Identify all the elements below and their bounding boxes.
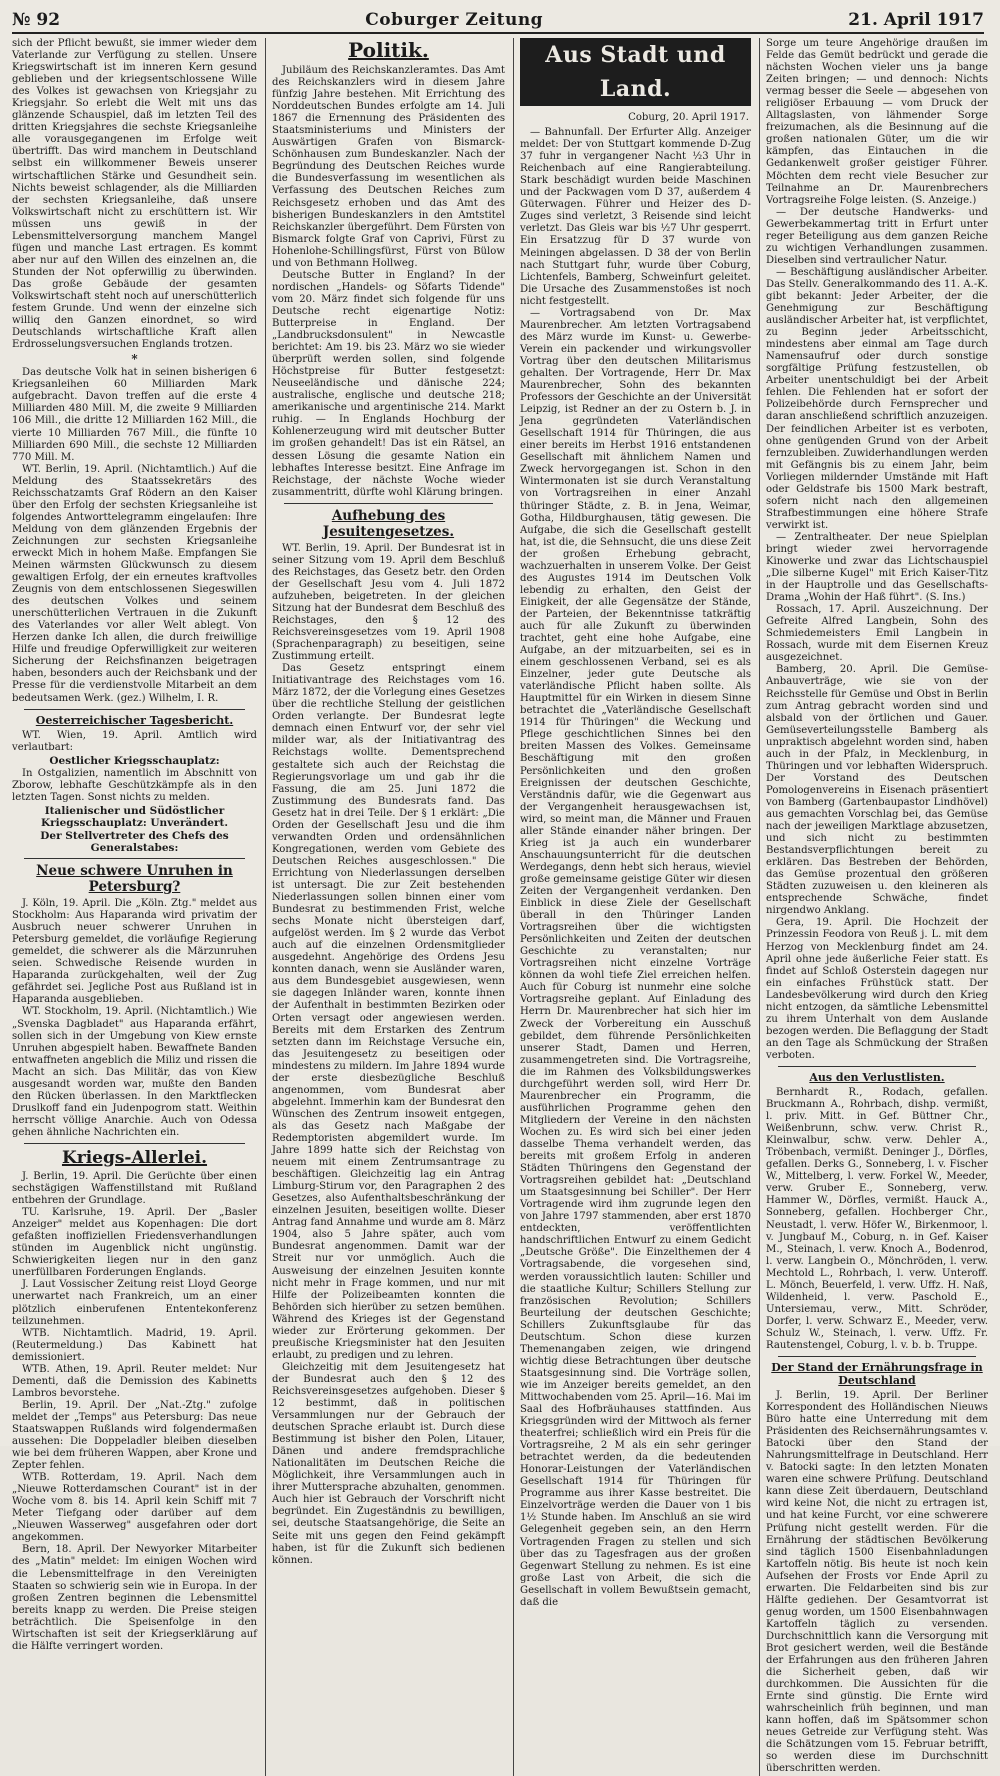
- divider: [24, 1143, 245, 1144]
- subheading-italy: Italienischer und Südöstlicher Kriegsschauplatz: Unverändert.: [40, 804, 229, 829]
- dateline: Coburg, 20. April 1917.: [628, 112, 749, 123]
- column-2: [265, 38, 505, 1776]
- article-paragraph: TU. Karlsruhe, 19. April. Der „Basler Anzeiger" meldet aus Kopenhagen: Die dort gefaßten inoffiziellen Friedensverhandlungen stünden im Augenblick nicht ungünstig. Schwierigkeiten liegen nur in den ganz unerfüllbaren Forderungen Englands.: [12, 1207, 257, 1279]
- masthead: [12, 8, 984, 34]
- article-paragraph: J. Köln, 19. April. Die „Köln. Ztg." meldet aus Stockholm: Aus Haparanda wird privatim der Ausbruch neuer schwerer Unruhen in Petersburg gemeldet, die vorläufige Regierung gemeldet, die schwerer als die Märzunruhen seien. Schwedische Reisende wurden in Haparanda zurückgehalten, weil der Zug gefährdet sei. Jegliche Post aus Rußland ist in Haparanda ausgeblieben.: [12, 898, 257, 1006]
- column-1: [12, 38, 257, 1776]
- article-paragraph: Gleichzeitig mit dem Jesuitengesetz hat der Bundesrat auch den § 12 des Reichsvereinsgesetzes aufgehoben. Dieser § 12 bestimmt, daß in politischen Versammlungen nur der Gebrauch der deutschen Sprache erlaubt ist. Durch diese Bestimmung ist bisher den Polen, Litauer, Dänen und andere fremdsprachliche Nationalitäten im Deutschen Reiche die Möglichkeit, ihre Versammlungen auch in ihrer Muttersprache abzuhalten, genommen. Auch hier ist Gebrauch der Vorschrift nicht begründet. Ein Zugeständnis zu bewilligen, sei, deutsche Staatsangehörige, die Seite an Seite mit uns gegen den Feind gekämpft haben, ist für die Zukunft sich bedienen können.: [272, 1361, 505, 1566]
- article-paragraph: — Beschäftigung ausländischer Arbeiter. Das Stellv. Generalkommando des 11. A.-K. gibt bekannt: Jeder Arbeiter, der die Genehmigung zur Beschäftigung ausländischer Arbeiter hat, ist verpflichtet, zu Beginn jeder Arbeitsschicht, mindestens aber einmal am Tage durch Namensaufruf oder durch sonstige sorgfältige Prüfung festzustellen, ob Arbeiter unentschuldigt bei der Arbeit fehlen. Die Fehlenden hat er sofort der Polizeibehörde durch Fernsprecher und daran anschließend schriftlich anzuzeigen. Der feindlichen Arbeiter ist es verboten, ohne genügenden Grund von der Arbeit fernzubleiben. Zuwiderhandlungen werden mit Gefängnis bis zu einem Jahr, beim Vorliegen mildernder Umstände mit Haft oder Geldstrafe bis 1500 Mark bestraft, sofern nicht nach den allgemeinen Strafbestimmungen eine höhere Strafe verwirkt ist.: [766, 266, 988, 531]
- article-paragraph: Bernhardt R., Rodach, gefallen. Bruckmann A., Rohrbach, dishp. vermißt, l. priv. Mitt. in Gef. Büttner Chr., Weißenbrunn, schw. verw. Christ R., Kleinwalbur, schw. verw. Dehler A., Tröbenbach, vermißt. Deninger J., Dörfles, gefallen. Derks G., Sonneberg, l. v. Fischer W., Mittelberg, l. verw. Forkel W., Meeder, verw. Gruber E., Sonneberg, verw. Hammer W., Dörfles, vermißt. Hauck A., Sonneberg, gefallen. Hochberger Chr., Neustadt, l. verw. Höfer W., Birkenmoor, l. v. Jungbauf M., Coburg, n. in Gef. Kaiser M., Steinach, l. verw. Knoch A., Bodenrod, l. verw. Langbein O., Mönchröden, l. verw. Mechtold L., Rohrbach, l. verw. Unteroff. L. Mönch, Beuerfeld, l. verw. Uffz. H. Naß, Wildenheid, l. verw. Paschold E., Untersiemau, verw., Mitt. Schröder, Dorfer, l. verw. Schwarz E., Meeder, verw. Schulz W., Steinach, l. verw. Uffz. Fr. Rautenstengel, Coburg, l. v. b. b. Truppe.: [766, 1086, 988, 1351]
- article-paragraph: — Vortragsabend von Dr. Max Maurenbrecher. Am letzten Vortragsabend des März wurde im Kunst- u. Gewerbe-Verein ein packender und wirkungsvoller Vortrag über den deutschen Militarismus gehalten. Der Vortragende, Herr Dr. Max Maurenbrecher, Sohn des bekannten Professors der Geschichte an der Universität Leipzig, ist Redner an der zu Ostern b. J. in Jena gegründeten Vaterländischen Gesellschaft 1914 für Thüringen, die aus einer bereits im Herbst 1916 entstandenen Gesellschaft mit ähnlichem Namen und Zweck hervorgegangen ist. Schon in den Wintermonaten ist sie durch Veranstaltung von Vortragsreihen in einer Anzahl thüringer Städte, z. B. in Jena, Weimar, Gotha, Hildburghausen, tätig gewesen. Die Aufgabe, die sich die Gesellschaft gestellt hat, ist die, die Sehnsucht, die uns diese Zeit der großen Erhebung gebracht, wachzuerhalten in unserem Volke. Der Geist des Augustes 1914 im Deutschen Volk lebendig zu erhalten, den Geist der Einigkeit, der alle Gegensätze der Stände, der Parteien, der Bekenntnisse tatkräftig auch für alle Zukunft zu überwinden trachtet, geht eine hohe Aufgabe, eine Aufgabe, an der mitzuarbeiten, sei es in einem geschlossenen Verband, sei es als Einzelner, jeder gute Deutsche als vaterländische Pflicht haben sollte. Als Hauptmittel für ein Wirken in diesem Sinne betrachtet die „Vaterländische Gesellschaft 1914 für Thüringen" die Weckung und Pflege geschichtlichen Sinnes bei den breiten Massen des Volkes. Gemeinsame Beschäftigung mit den großen Persönlichkeiten und den großen Ereignissen der deutschen Geschichte, Verständnis dafür, wie die Gegenwart aus der Vergangenheit herausgewachsen ist, wird, so meint man, die Männer und Frauen aller Stände einander näher bringen. Der Krieg ist ja auch ein wunderbarer Anschauungsunterricht für die deutschen Werdegangs, denn hebt sich heraus, wieviel große gemeinsame geistige Güter wir diesen Zeiten der Vergangenheit verdanken. Den Einblick in diese Ziele der Gesellschaft überall in den Thüringer Landen Vortragsreihen über die wichtigsten Persönlichkeiten und Zeiten der deutschen Geschichte zu veranstalten; nur Vortragsreihen nicht einzelne Vorträge können da wohl tiefe Ziel erreichen helfen. Auch für Coburg ist nunmehr eine solche Vortragsreihe geplant. Auf Einladung des Herrn Dr. Maurenbrecher hat sich hier im Zweck der Vorbereitung ein Ausschuß gebildet, dem führende Persönlichkeiten unserer Stadt, Damen und Herren, zusammengetreten sind. Die Vortragsreihe, die im Rahmen des Volksbildungswerkes durchgeführt werden soll, wird Herr Dr. Maurenbrecher ein Programm, die ausführlichen Programme gehen den Mitgliedern der Vereine in den nächsten Wochen zu. Es wird sich bei einer jeden dasselbe Thema verhandelt werden, das bereits mit großem Erfolg in anderen Städten Thüringens den Gegenstand der Vortragsreihen gebildet hat: „Deutschland um Staatsgesinnung bei Schiller". Der Herr Vortragende wird ihm zugrunde legen den von Jahre 1797 stammenden, aber erst 1870 entdeckten, veröffentlichten handschriftlichen Entwurf zu einem Gedicht „Deutsche Größe". Die Einzelthemen der 4 Vortragsabende, die vorgesehen sind, werden voraussichtlich lauten: Schiller und die staatliche Kultur; Schillers Stellung zur französischen Revolution; Schillers Beurteilung der deutschen Geschichte; Schillers Zukunftsglaube für das Deutschtum. Schon diese kurzen Themenangaben zeigen, wie dringend wichtig diese Betrachtungen über deutsche Staatsgesinnung sind. Die Vorträge sollen, wie im Anzeiger bereits gemeldet, an den Mittwochabenden vom 25. April—16. Mai im Saal des Hofbräuhauses stattfinden. Aus Kriegsgründen wird der Mittwoch als ferner theaterfrei; schließlich wird ein Preis für die Vortragsreihe, 2 M als ein sehr geringer betrachtet werden, da die bedeutenden Honorar-Leistungen der Vaterländischen Gesellschaft 1914 für Thüringen für Programme aus ihrer Kasse bestreitet. Die Einzelvorträge werden die Dauer von 1 bis 1½ Stunde haben. Im Anschluß an sie wird Gelegenheit gegeben sein, an den Herrn Vortragenden Fragen zu stellen und sich über das zu Tagesfragen aus der großen Gegenwart Stellung zu nehmen. Es ist eine große Last von Arbeit, die sich die Gesellschaft in vollem Bewußtsein gemacht, daß die: [520, 307, 751, 1608]
- article-paragraph: WT. Wien, 19. April. Amtlich wird verlautbart:: [12, 729, 257, 753]
- headline-politik: Politik.: [348, 38, 429, 62]
- divider: [778, 1066, 976, 1067]
- article-paragraph: WT. Berlin, 19. April. Der Bundesrat ist in seiner Sitzung vom 19. April dem Beschluß des Reichstages, das Gesetz betr. den Orden der Gesellschaft Jesu vom 4. Juli 1872 aufzuheben, beigetreten. In der gleichen Sitzung hat der Bundesrat dem Beschluß des Reichstages, den § 12 des Reichsvereinsgesetzes vom 19. April 1908 (Sprachenparagraph) zu beseitigen, seine Zustimmung erteilt.: [272, 542, 505, 663]
- article-paragraph: WTB. Rotterdam, 19. April. Nach dem „Nieuwe Rotterdamschen Courant" ist in der Woche vom 8. bis 14. April kein Schiff mit 7 Meter Tiefgang oder darüber auf dem „Nieuwen Wasserweg" ausgefahren oder dort angekommen.: [12, 1472, 257, 1544]
- article-paragraph: Bern, 18. April. Der Newyorker Mitarbeiter des „Matin" meldet: Im einigen Wochen wird die Lebensmittelfrage in den Vereinigten Staaten so schwierig sein wie in Europa. In der großen Zentren beginnen die Lebensmittel bereits knapp zu werden. Die Preise steigen beträchtlich. Die Speisenfolge in den Wirtschaften ist seit der Kriegserklärung auf die Hälfte verringert worden.: [12, 1544, 257, 1652]
- article-paragraph: Bamberg, 20. April. Die Gemüse-Anbauverträge, wie sie von der Reichsstelle für Gemüse und Obst in Berlin zum Antrag gebracht worden sind und alsbald von der örtlichen und Gauer. Gemüseverteilungsstelle Bamberg als unpraktisch abgelehnt worden sind, haben auch in der Pfalz, in Mecklenburg, in Thüringen und vor lebhaften Widerspruch. Der Vorstand des Deutschen Pomologenvereins in Eisenach präsentiert von Bamberg (Gartenbaupastor Lindhövel) aus gemachten Vorschlag bei, das Gemüse nach der jeweiligen Marktlage abzusetzen, und sich nicht zu bestimmten Bestandsverpflichtungen bereit zu erklären. Das Bestreben der Behörden, das Gemüse prozentual den größeren Städten zuzuweisen u. den kleineren als entsprechende Schwäche, findet nirgendwo Anklang.: [766, 664, 988, 917]
- article-paragraph: Berlin, 19. April. Der „Nat.-Ztg." zufolge meldet der „Temps" aus Petersburg: Das neue Staatswappen Rußlands wird folgendermaßen aussehen: Die Doppeladler bleiben dieselben wie bei dem früheren Wappen, aber Krone und Zepter fehlen.: [12, 1399, 257, 1472]
- divider: [24, 858, 245, 859]
- article-paragraph: — Der deutsche Handwerks- und Gewerbekammertag tritt in Erfurt unter reger Beteiligung aus dem ganzen Reiche zu wichtigen Verhandlungen zusammen. Dieselben sind vertraulicher Natur.: [766, 206, 988, 266]
- headline-jesuiten: Aufhebung des Jesuitengesetzes.: [322, 507, 455, 540]
- headline-austria: Oesterreichischer Tagesbericht.: [35, 713, 234, 727]
- article-paragraph: J. Berlin, 19. April. Die Gerüchte über einen sechstägigen Waffenstillstand mit Rußland entbehren der Grundlage.: [12, 1170, 257, 1207]
- subheading-deputy: Der Stellvertreter des Chefs des Generalstabes:: [40, 829, 229, 854]
- article-paragraph: Das deutsche Volk hat in seinen bisherigen 6 Kriegsanleihen 60 Milliarden Mark aufgebracht. Davon treffen auf die erste 4 Milliarden 480 Mill. M, die zweite 9 Milliarden 106 Mill., die dritte 12 Milliarden 162 Mill., die vierte 10 Milliarden 767 Mill., die fünfte 10 Milliarden 690 Mill., die sechste 12 Milliarden 770 Mill. M.: [12, 367, 257, 463]
- headline-ernaehrung: Der Stand der Ernährungsfrage in Deutschland: [771, 1361, 983, 1388]
- article-paragraph: Deutsche Butter in England? In der nordischen „Handels- og Söfarts Tidende" vom 20. März findet sich folgende für uns Deutsche recht eigenartige Notiz: Butterpreise in England. Der „Landbrucksdonsulent" in Newcastle berichtet: Am 19. bis 23. März wo sie wieder überprüft werden sollen, sind folgende Höchstpreise für Butter festgesetzt: Neuseeländische und dänische 224; australische, englische und deutsche 218; amerikanische und argentinische 214. Markt ruhig. — In Englands Hochburg der Kohlenerzeugung wird mit deutscher Butter im großen gehandelt! Das ist ein Rätsel, an dessen Lösung die gesamte Nation ein lebhaftes Interesse besitzt. Eine Anfrage im Reichstage, der nächste Woche wieder zusammentritt, dürfte wohl Klärung bringen.: [272, 269, 505, 498]
- columns: [12, 38, 988, 1775]
- divider: [24, 709, 245, 710]
- divider: [778, 1356, 976, 1357]
- article-paragraph: Das Gesetz entspringt einem Initiativantrage des Reichstages vom 16. März 1872, der die Vorlegung eines Gesetzes über die rechtliche Stellung der geistlichen Orden verlangte. Der Bundesrat legte demnach einen Entwurf vor, der sehr viel milder war, als der Initiativantrag des Reichstags wollte. Dementsprechend gestaltete sich auch der Reichstag die Regierungsvorlage um und gab ihr die Fassung, die am 25. Juni 1872 die Zustimmung des Bundesrats fand. Das Gesetz hat in drei Teile. Der § 1 erklärt: „Die Orden der Gesellschaft Jesu und die ihm verwandten Orden und ordensähnlichen Kongregationen, werden vom Gebiete des Deutschen Reiches ausgeschlossen." Die Errichtung von Niederlassungen derselben ist untersagt. Die zur Zeit bestehenden Niederlassungen sollen binnen einer vom Bundesrat zu bestimmenden Frist, welche sechs Monate nicht übersteigen darf, aufgelöst werden. Im § 2 wurde das Verbot auch auf die einzelnen Ordensmitglieder ausgedehnt. Angehörige des Ordens Jesu konnten danach, wenn sie Ausländer waren, aus dem Bundesgebiet ausgewiesen, wenn sie dagegen Inländer waren, konnte ihnen der Aufenthalt in bestimmten Bezirken oder Orten versagt oder angewiesen werden. Bereits mit dem Erstarken des Zentrum setzten dann im Reichstage Versuche ein, das Jesuitengesetz zu beseitigen oder mindestens zu mildern. Im Jahre 1894 wurde der erste diesbezügliche Beschluß angenommen, vom Bundesrat aber abgelehnt. Immerhin kam der Bundesrat den Wünschen des Zentrum insoweit entgegen, als das Gesetz nach Maßgabe der Redemptoristen abgemildert wurde. Im Jahre 1899 hatte sich der Reichstag von neuem mit einem Zentrumsantrage zu beschäftigen. Gleichzeitig lag ein Antrag Limburg-Stirum vor, den Paragraphen 2 des Gesetzes, also Aufenthaltsbeschränkung der einzelnen Jesuiten, beseitigen wollte. Dieser Antrag fand Annahme und wurde am 8. März 1904, also 5 Jahre später, auch vom Bundesrat angenommen. Damit war der Streit nur vor unmöglich. Auch die Ausweisung der einzelnen Jesuiten konnte nicht mehr in Frage kommen, und nur mit Hilfe der Polizeibeamten konnten die Behörden sich hierüber zu setzen bemühen. Während des Krieges ist der Gegenstand wieder zur Erörterung gekommen. Der preußische Kriegsminister hat den Jesuiten erlaubt, zu predigen und zu lehren.: [272, 663, 505, 1361]
- article-paragraph: In Ostgalizien, namentlich im Abschnitt von Zborow, lebhafte Geschützkämpfe als in den letzten Tagen. Sonst nichts zu melden.: [12, 767, 257, 803]
- article-paragraph: WTB. Nichtamtlich. Madrid, 19. April. (Reutermeldung.) Das Kabinett hat demissioniert.: [12, 1327, 257, 1363]
- article-paragraph: WT. Berlin, 19. April. (Nichtamtlich.) Auf die Meldung des Staatssekretärs des Reichsschatzamts Graf Rödern an den Kaiser über den Erfolg der sechsten Kriegsanleihe ist folgendes Antworttelegramm eingelaufen: Ihre Meldung von dem glänzenden Ergebnis der Zeichnungen zur sechsten Kriegsanleihe erweckt Mich in hohem Maße. Empfangen Sie Meinen wärmsten Glückwunsch zu diesem gewaltigen Erfolg, der ein erneutes kraftvolles Zeugnis von dem entschlossenen Siegeswillen des deutschen Volkes und seinem unerschütterlichen Vertrauen in die Zukunft des Vaterlandes vor aller Welt ablegt. Von Herzen danke Ich allen, die durch freiwillige Hilfe und freudige Opferwilligkeit zur weiteren Sicherung der Reichsfinanzen beigetragen haben, besonders auch der Reichsbank und der Presse für die verdienstvolle Mitarbeit an dem bedeutsamen Werk. (gez.) Wilhelm, I. R.: [12, 463, 257, 704]
- divider: [284, 503, 493, 504]
- article-paragraph: Gera, 19. April. Die Hochzeit der Prinzessin Feodora von Reuß j. L. mit dem Herzog von Mecklenburg findet am 24. April ohne jede äußerliche Feier statt. Es findet auf Schloß Osterstein dagegen nur ein einfaches Frühstück statt. Der Landesbevölkerung wird durch den Krieg nicht entzogen, da sämtliche Lebensmittel zu ihrem Unterhalt von dem Auslande bezogen werden. Die Beflaggung der Stadt an den Tage als Schmückung der Straßen verboten.: [766, 917, 988, 1061]
- column-4: [759, 38, 988, 1776]
- article-paragraph: Rossach, 17. April. Auszeichnung. Der Gefreite Alfred Langbein, Sohn des Schmiedemeisters Emil Langbein in Rossach, wurde mit dem Eisernen Kreuz ausgezeichnet.: [766, 604, 988, 664]
- article-paragraph: — Zentraltheater. Der neue Spielplan bringt wieder zwei hervorragende Kinowerke und zwar das Lichtschauspiel „Die silberne Kugel" mit Erich Kaiser-Titz in der Hauptrolle und das Gesellschafts-Drama „Wohin der Haß führt". (S. Ins.): [766, 531, 988, 604]
- headline-petersburg: Neue schwere Unruhen in Petersburg?: [36, 863, 233, 896]
- article-paragraph: J. Berlin, 19. April. Der Berliner Korrespondent des Holländischen Nieuws Büro hatte eine Unterredung mit dem Präsidenten des Reichsernährungsamtes v. Batocki über den Stand der Nahrungsmittelfrage in Deutschland. Herr v. Batocki sagte: In den letzten Monaten waren eine schwere Prüfung. Deutschland kann diese Zeit überdauern, Deutschland wird keine Not, die nicht zu ertragen ist, und hat keine Furcht, vor eine schwerere Prüfung nicht gestellt werden. Für die Ernährung der städtischen Bevölkerung sind täglich 1500 Eisenbahnladungen Kartoffeln nötig. Bis heute ist noch kein Aufsehen der Frosts vor Ende April zu erwarten. Die Feldarbeiten sind bis zur Hälfte gediehen. Der Gesamtvorrat ist genug worden, um 1500 Eisenbahnwagen Kartoffeln täglich zu versenden. Durchschnittlich kann die Versorgung mit Brot gesichert werden, weil die Bestände der Erfahrungen aus den früheren Jahren die Sicherheit geben, daß wir durchkommen. Die Aussichten für die Ernte sind günstig. Die Ernte wird wahrscheinlich früh beginnen, und man kann hoffen, daß im Spätsommer schon neues Getreide zur Verfügung steht. Was die Schätzungen vom 15. Februar betrifft, so werden diese im Durchschnitt überschritten werden.: [766, 1390, 988, 1775]
- article-paragraph: Jubiläum des Reichskanzleramtes. Das Amt des Reichskanzlers wird in diesem Jahre fünfzig Jahre bestehen. Mit Errichtung des Norddeutschen Bundes erfolgte am 14. Juli 1867 die Ernennung des Präsidenten des Staatsministeriums und Ministers der Auswärtigen Grafen von Bismarck-Schönhausen zum Bundeskanzler. Nach der Begründung des Deutschen Reiches wurde die Bundesverfassung im wesentlichen als Verfassung des Deutschen Reiches zum Reichsgesetz erhoben und das Amt des bisherigen Bundeskanzlers in den Amtstitel Reichskanzler übergeführt. Dem Fürsten von Bismarck folgte Graf von Caprivi, Fürst zu Hohenlohe-Schillingsfürst, Fürst von Bülow und von Bethmann Hollweg.: [272, 65, 505, 269]
- article-paragraph: Sorge um teure Angehörige draußen im Felde das Gemüt bedrückt und gerade die nächsten Wochen vieler uns ja bange Zeiten bringen; — und dennoch: Nichts vermag besser die Seele — abgesehen von religiöser Erbauung — vom Druck der Alltagslasten, von lähmender Sorge freizumachen, als die Besinnung auf die großen nationalen Güter, um die wir kämpfen, das Eintauchen in die Gedankenwelt großer geistiger Führer. Möchten dem recht viele Besucher zur Teilnahme an Dr. Maurenbrechers Vortragsreihe Folge leisten. (S. Anzeige.): [766, 38, 988, 206]
- article-paragraph: WT. Stockholm, 19. April. (Nichtamtlich.) Wie „Svenska Dagbladet" aus Haparanda erfährt, sollen sich in der Umgebung von Kiew ernste Unruhen abgespielt haben. Bewaffnete Banden entwaffneten angeblich die Miliz und rissen die Macht an sich. Das Militär, das von Kiew ausgesandt worden war, mußte den Banden den Rücken überlassen. In den Marktflecken Druslkoff fand ein Judenpogrom statt. Weithin herrscht völlige Anarchie. Auch von Odessa gehen ähnliche Nachrichten ein.: [12, 1006, 257, 1138]
- issue-date: 21. April 1917: [848, 10, 984, 30]
- headline-kriegs-allerlei: Kriegs-Allerlei.: [61, 1147, 208, 1168]
- headline-stadt-und-land: Aus Stadt und Land.: [520, 38, 751, 106]
- newspaper-title: Coburger Zeitung: [365, 10, 544, 30]
- headline-verlustlisten: Aus den Verlustlisten.: [809, 1070, 945, 1084]
- article-paragraph: WTB. Athen, 19. April. Reuter meldet: Nur Dementi, daß die Demission des Kabinetts Lambros bevorstehe.: [12, 1363, 257, 1399]
- article-paragraph: — Bahnunfall. Der Erfurter Allg. Anzeiger meldet: Der von Stuttgart kommende D-Zug 37 fuhr in vergangener Nacht ½3 Uhr in Reichenbach auf eine Rangierabteilung. Stark beschädigt wurden beide Maschinen und der Packwagen vom D 37, außerdem 4 Güterwagen. Führer und Heizer des D-Zuges sind verletzt, 3 Reisende sind leicht verletzt. Das Gleis war bis ½7 Uhr gesperrt. Ein Ersatzzug für D 37 wurde von Meiningen abgelassen. D 38 der von Berlin nach Stuttgart fuhr, wurde über Coburg, Lichtenfels, Bamberg, Schweinfurt geleitet. Die Ursache des Zusammenstoßes ist noch nicht festgestellt.: [520, 127, 751, 307]
- page-number: № 92: [12, 10, 61, 30]
- column-3: [513, 38, 751, 1776]
- article-paragraph: J. Laut Vossischer Zeitung reist Lloyd George unerwartet nach Frankreich, um an einer plötzlich einberufenen Ententekonferenz teilzunehmen.: [12, 1279, 257, 1327]
- subheading-east: Oestlicher Kriegsschauplatz:: [49, 754, 220, 767]
- article-paragraph: sich der Pflicht bewußt, sie immer wieder dem Vaterlande zur Verfügung zu stellen. Unsere Kriegswirtschaft ist im inneren Kern gesund geblieben und der kriegsentschlossene Wille des Volkes ist gewachsen von Kriegsjahr zu Kriegsjahr. So erlebt die Welt mit uns das glänzende Schauspiel, daß im letzten Teil des dritten Kriegsjahres die sechste Kriegsanleihe alle vorausgegangenen im Erfolge weit übertrifft. Das wird manchem in Deutschland selbst ein willkommener Beweis unserer wirtschaftlichen Stärke und Gesundheit sein. Nichts beweist schlagender, als die Milliarden der sechsten Kriegsanleihe, daß unsere Volkswirtschaft nicht zu erschüttern ist. Wir müssen uns gewiß in der Lebensmittelversorgung manchem Mangel fügen und manche Last ertragen. Es kommt aber nur auf den Willen des einzelnen an, die Stunden der Not opferwillig zu überwinden. Das große Gebäude der gesamten Volkswirtschaft steht noch auf unerschütterlich festem Grunde. Und wenn der einzelne sich williq den Ganzen einordnet, so wird Deutschlands wirtschaftliche Kraft allen Erdrosselungsversuchen Englands trotzen.: [12, 38, 257, 351]
- separator-star: *: [131, 352, 138, 367]
